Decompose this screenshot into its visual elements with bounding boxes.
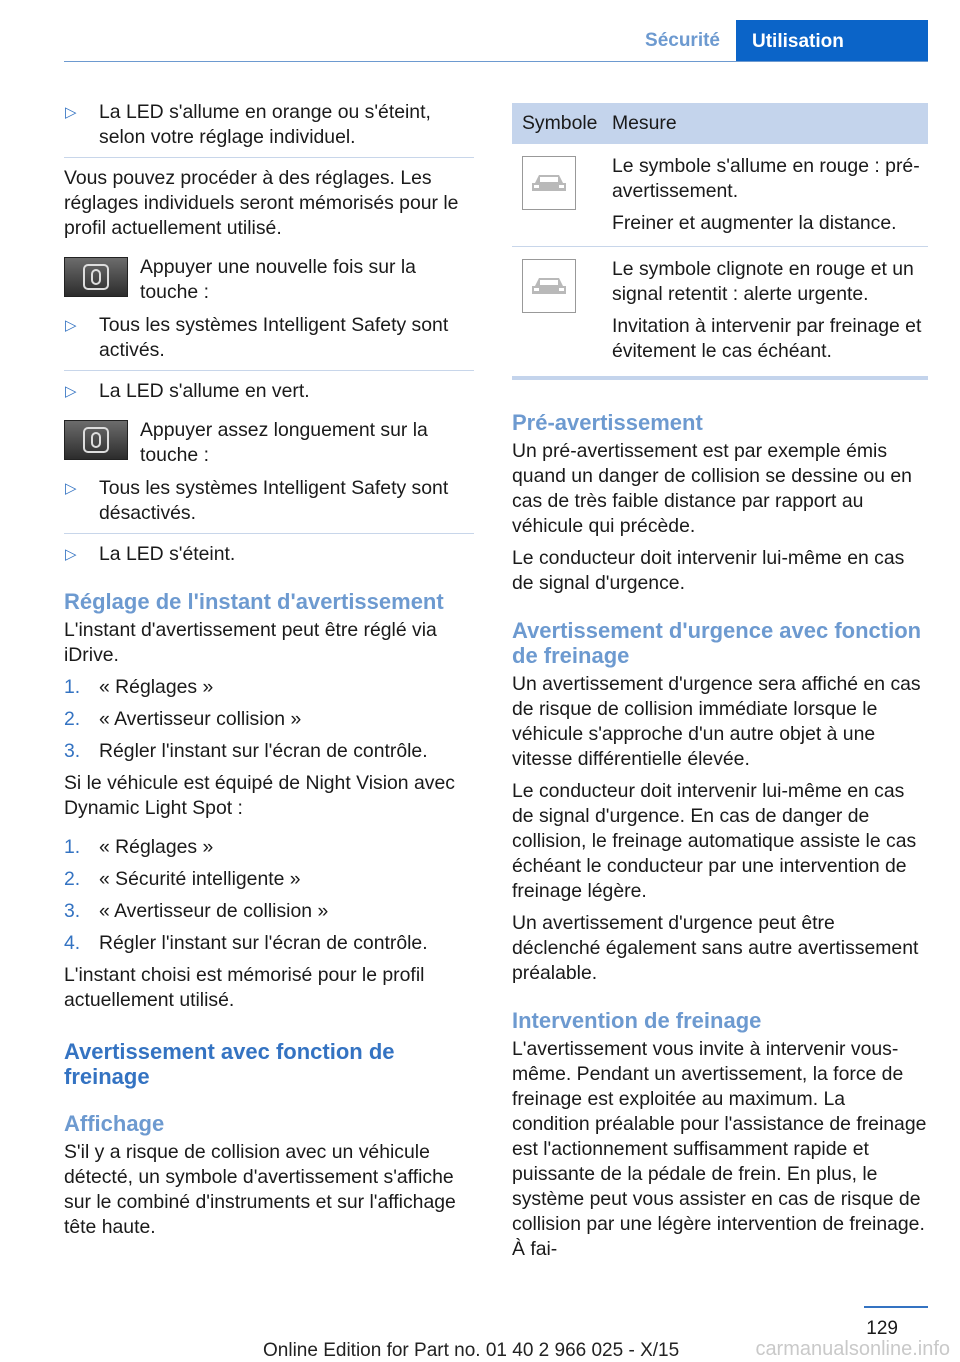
watermark: carmanualsonline.info: [755, 1338, 950, 1360]
steps-list-1: [64, 675, 474, 764]
page-number: 129: [866, 1318, 898, 1339]
heading-display: Affichage: [64, 1111, 165, 1136]
button-instruction-1: [64, 255, 474, 305]
right-column: [512, 100, 928, 1269]
urgent-paragraph-2: Le conducteur doit intervenir lui-même en cas de signal d'urgence. En cas de danger de collision, le freinage automatique assiste le cas échéant le conducteur par une intervention de freinage légère.: [512, 780, 917, 902]
button-instruction-text: Appuyer une nouvelle fois sur la touche :: [140, 256, 416, 303]
car-warning-icon: [522, 156, 576, 210]
table-header-measure: Mesure: [602, 103, 928, 144]
warning-time-paragraph: L'instant d'avertissement peut être réglé via iDrive.: [64, 619, 437, 666]
button-instruction-2: [64, 418, 474, 468]
measure-text: Freiner et augmenter la distance.: [612, 212, 897, 234]
divider: [64, 533, 474, 534]
heading-braking-intervention: Intervention de freinage: [512, 1008, 762, 1033]
bullet-led-green: ▷ La LED s'allume en vert.: [65, 380, 310, 402]
footer-rule: [864, 1306, 928, 1308]
heading-warning-time: Réglage de l'instant d'avertissement: [64, 589, 444, 614]
list-item: 4. Régler l'instant sur l'écran de contrôle.: [64, 932, 428, 954]
display-paragraph: S'il y a risque de collision avec un véhicule détecté, un symbole d'avertissement s'affiche sur le combiné d'instruments et sur l'affichage tête haute.: [64, 1141, 456, 1238]
night-vision-paragraph: Si le véhicule est équipé de Night Vision avec Dynamic Light Spot :: [64, 772, 455, 819]
table-row: [512, 247, 928, 379]
table-header-symbol: Symbole: [512, 103, 602, 144]
driver-paragraph: Le conducteur doit intervenir lui-même en cas de signal d'urgence.: [512, 547, 905, 594]
edition-line: Online Edition for Part no. 01 40 2 966 025 - X/15: [263, 1340, 680, 1361]
list-item: 2. « Avertisseur collision »: [64, 708, 302, 730]
section-label: Sécurité: [645, 30, 720, 51]
bullet-triangle-icon: ▷: [65, 317, 77, 334]
header-rule: [64, 61, 928, 62]
heading-braking-warning: Avertissement avec fonction de freinage: [64, 1039, 395, 1089]
measure-text: Le symbole s'allume en rouge : pré-avertissement.: [612, 155, 920, 202]
list-item: 3. « Avertisseur de collision »: [64, 900, 329, 922]
divider: [64, 370, 474, 371]
heading-pre-warning: Pré-avertissement: [512, 410, 703, 435]
urgent-paragraph-3: Un avertissement d'urgence peut être déclenché également sans autre avertissement préalable.: [512, 912, 919, 984]
settings-paragraph: Vous pouvez procéder à des réglages. Les réglages individuels seront mémorisés pour le profil actuellement utilisé.: [64, 167, 459, 239]
symbol-table: [512, 103, 928, 380]
safety-button-icon: [64, 257, 128, 297]
measure-text: Le symbole clignote en rouge et un signal retentit : alerte urgente.: [612, 258, 914, 305]
heading-urgent-warning: Avertissement d'urgence avec fonction de freinage: [512, 618, 922, 668]
bullet-systems-on: ▷ Tous les systèmes Intelligent Safety sont activés.: [65, 314, 449, 361]
page-header: [0, 0, 960, 62]
list-item: 3. Régler l'instant sur l'écran de contrôle.: [64, 740, 428, 762]
profile-paragraph: L'instant choisi est mémorisé pour le profil actuellement utilisé.: [64, 964, 425, 1011]
button-instruction-text: Appuyer assez longuement sur la touche :: [140, 419, 428, 466]
list-item: 1. « Réglages »: [64, 676, 214, 698]
bullet-led-off: ▷ La LED s'éteint.: [65, 543, 236, 565]
measure-text: Invitation à intervenir par freinage et évitement le cas échéant.: [612, 315, 922, 362]
divider: [64, 157, 474, 158]
left-column: [64, 100, 474, 1247]
list-item: 2. « Sécurité intelligente »: [64, 868, 301, 890]
bullet-triangle-icon: ▷: [65, 104, 77, 121]
safety-button-icon: [64, 420, 128, 460]
car-warning-icon: [522, 259, 576, 313]
pre-warning-paragraph: Un pré-avertissement est par exemple émis quand un danger de collision se dessine ou en cas de très faible distance par rapport au véhicule qui précède.: [512, 440, 912, 537]
bullet-systems-off: ▷ Tous les systèmes Intelligent Safety sont désactivés.: [65, 477, 449, 524]
steps-list-2: [64, 835, 474, 956]
bullet-triangle-icon: ▷: [65, 480, 77, 497]
urgent-paragraph-1: Un avertissement d'urgence sera affiché en cas de risque de collision immédiate lorsque le véhicule s'approche d'un autre objet à une vitesse différentielle élevée.: [512, 673, 921, 770]
bullet-triangle-icon: ▷: [65, 546, 77, 563]
table-row: [512, 144, 928, 247]
intervention-paragraph: L'avertissement vous invite à intervenir vous-même. Pendant un avertissement, la force de freinage est exploitée au maximum. La condition préalable pour l'assistance de freinage est l'actionnement suffisamment rapide et puissante de la pédale de frein. En plus, le système peut vous assister en cas de risque de collision par une légère intervention de freinage. À fai-: [512, 1038, 927, 1260]
bullet-led-orange: ▷ La LED s'allume en orange ou s'éteint, selon votre réglage individuel.: [65, 101, 431, 148]
tab-utilisation[interactable]: Utilisation: [736, 20, 928, 62]
bullet-triangle-icon: ▷: [65, 383, 77, 400]
list-item: 1. « Réglages »: [64, 836, 214, 858]
